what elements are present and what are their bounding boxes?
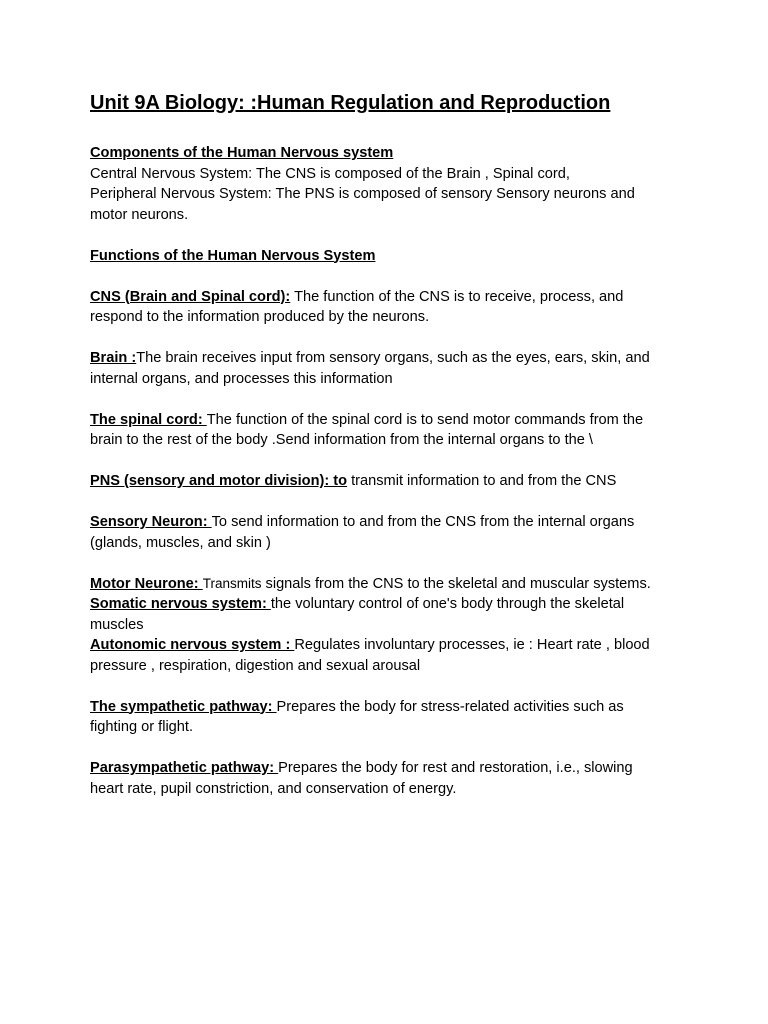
- brain-text-2: internal organs, and processes this information: [90, 370, 393, 387]
- somatic-text-1: the voluntary control of one's body through the skeletal: [270, 596, 625, 612]
- entry-sympathetic: [90, 697, 690, 738]
- sympathetic-label: The sympathetic pathway:: [90, 698, 277, 715]
- motor-neurone-label: Motor Neurone:: [90, 575, 203, 592]
- spinal-cord-label: The spinal cord:: [90, 411, 207, 428]
- entry-spinal-cord: [90, 410, 690, 451]
- components-heading: Components of the Human Nervous system: [90, 145, 394, 161]
- pns-label: PNS (sensory and motor division): to: [90, 473, 348, 489]
- parasympathetic-text-2: heart rate, pupil constriction, and conservation of energy.: [90, 780, 457, 797]
- entry-autonomic: [90, 635, 690, 676]
- parasympathetic-label: Parasympathetic pathway:: [90, 760, 279, 776]
- cns-label: CNS (Brain and Spinal cord):: [90, 288, 291, 305]
- entry-somatic: [90, 594, 690, 635]
- autonomic-text-1: Regulates involuntary processes, ie : Heart rate , blood: [294, 637, 650, 653]
- entry-cns: [90, 287, 690, 328]
- functions-heading: Functions of the Human Nervous System: [90, 247, 376, 264]
- motor-neurone-text-small: Transmits: [202, 575, 262, 591]
- document-body: [90, 143, 690, 799]
- brain-text-1: The brain receives input from sensory organs, such as the eyes, ears, skin, and: [136, 350, 650, 366]
- motor-neurone-text-1: signals from the CNS to the skeletal and muscular systems.: [261, 575, 651, 592]
- somatic-label: Somatic nervous system:: [90, 596, 271, 612]
- pns-text-1: transmit information to and from the CNS: [347, 473, 617, 489]
- cns-text-1: The function of the CNS is to receive, process, and: [290, 288, 624, 305]
- entry-motor-neurone: [90, 574, 690, 595]
- cns-text-2: respond to the information produced by the neurons.: [90, 309, 430, 325]
- entry-brain: [90, 348, 690, 389]
- sensory-neuron-text-2: (glands, muscles, and skin ): [90, 534, 271, 551]
- sympathetic-text-1: Prepares the body for stress-related activities such as: [276, 698, 624, 715]
- autonomic-text-2: pressure , respiration, digestion and sexual arousal: [90, 657, 421, 674]
- entry-sensory-neuron: [90, 512, 690, 553]
- parasympathetic-text-1: Prepares the body for rest and restoration, i.e., slowing: [278, 760, 633, 776]
- sensory-neuron-text-1: To send information to and from the CNS from the internal organs: [211, 514, 635, 530]
- entry-parasympathetic: [90, 758, 690, 799]
- spinal-cord-text-2: brain to the rest of the body .Send information from the internal organs to the \: [90, 432, 593, 448]
- somatic-text-2: muscles: [90, 616, 144, 633]
- cns-composition-line: Central Nervous System: The CNS is composed of the Brain , Spinal cord,: [90, 165, 570, 182]
- pns-composition-line-2: motor neurons.: [90, 206, 189, 223]
- document-title: Unit 9A Biology: :Human Regulation and Reproduction: [90, 92, 611, 114]
- sympathetic-text-2: fighting or flight.: [90, 719, 194, 735]
- sensory-neuron-label: Sensory Neuron:: [90, 514, 212, 530]
- pns-composition-line-1: Peripheral Nervous System: The PNS is composed of sensory Sensory neurons and: [90, 186, 635, 202]
- entry-pns: [90, 471, 690, 492]
- brain-label: Brain :: [90, 350, 137, 366]
- spinal-cord-text-1: The function of the spinal cord is to send motor commands from the: [206, 411, 644, 428]
- autonomic-label: Autonomic nervous system :: [90, 637, 295, 653]
- section-components: [90, 143, 690, 225]
